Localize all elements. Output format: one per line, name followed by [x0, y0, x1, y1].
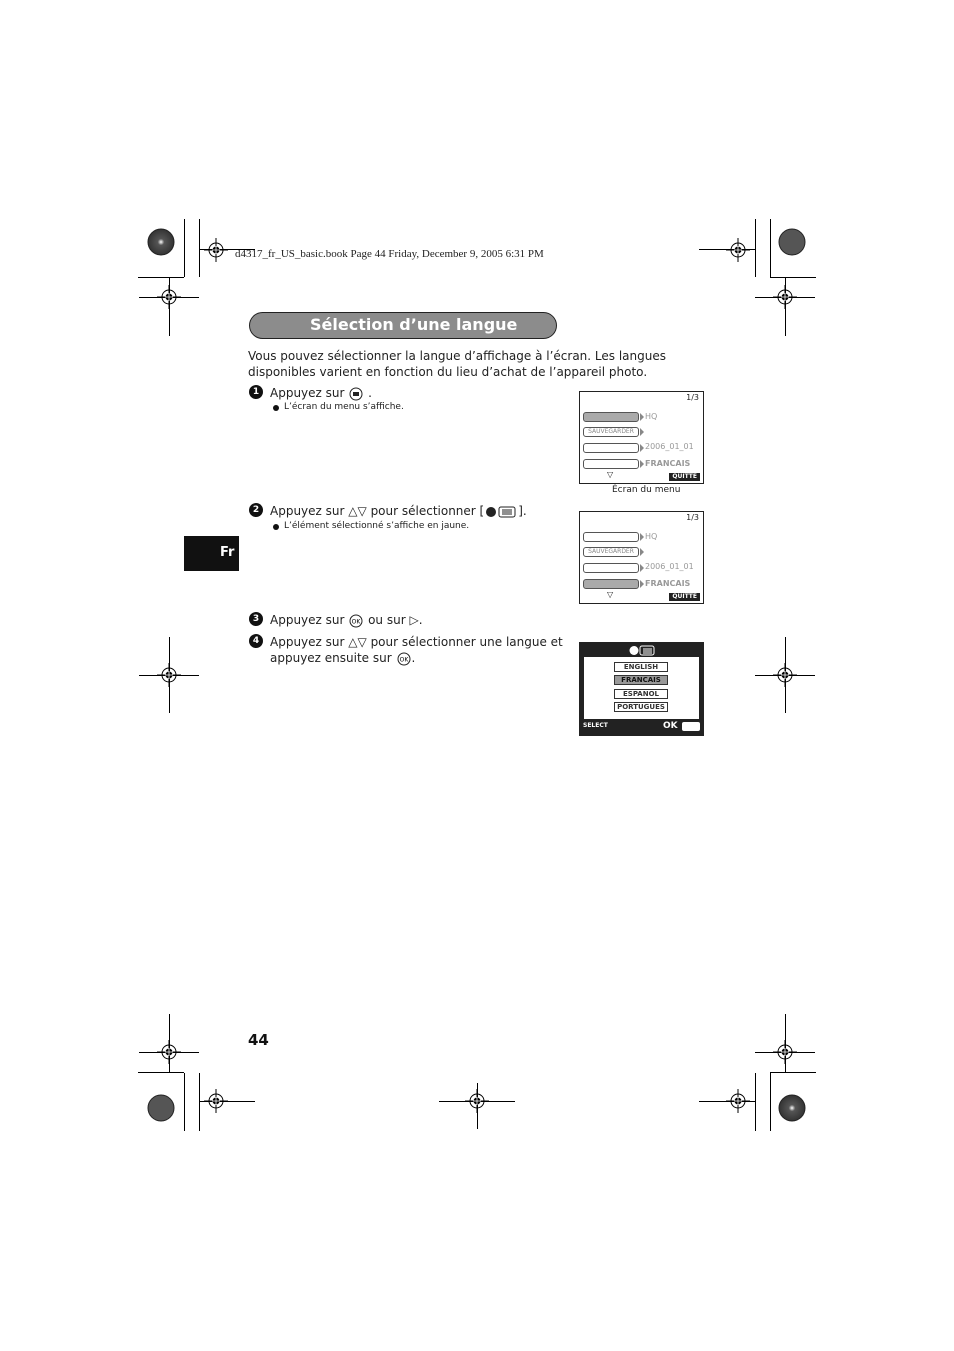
language-menu-item	[583, 459, 639, 469]
step-4-text-line-2	[270, 650, 415, 666]
page-indicator: 1/3	[686, 513, 699, 522]
language-option: ENGLISH	[614, 662, 668, 672]
step-number: 4	[249, 634, 263, 648]
svg-text:OK: OK	[351, 618, 361, 625]
language-menu-item-selected	[583, 579, 639, 589]
step-text: pour sélectionner une langue et	[370, 635, 563, 649]
step-number: 2	[249, 503, 263, 517]
step-4-text	[270, 634, 563, 650]
step-3-text	[270, 612, 423, 628]
save-menu-item: SAUVEGARDER	[583, 547, 639, 557]
ok-icon	[682, 722, 700, 731]
step-text: appuyez ensuite sur	[270, 651, 392, 665]
language-screen	[579, 642, 704, 736]
intro-paragraph: Vous pouvez sélectionner la langue d’affichage à l’écran. Les langues disponibles varient en fonction du lieu d’achat de l’appareil photo.	[248, 349, 666, 379]
menu-value: 2006_01_01	[645, 442, 694, 451]
step-1-text	[270, 385, 372, 401]
language-option-selected: FRANCAIS	[614, 675, 668, 685]
down-arrow-icon: ▽	[607, 590, 614, 599]
right-arrow-icon: ▷	[409, 613, 419, 627]
ok-button-icon	[396, 652, 412, 666]
quit-label: QUITTE	[669, 593, 700, 601]
step-2-text	[270, 503, 527, 519]
step-note: L’élément sélectionné s’affiche en jaune.	[284, 521, 470, 531]
language-icon	[484, 505, 518, 519]
arrow-right-icon	[640, 533, 644, 541]
step-text: Appuyez sur	[270, 635, 345, 649]
up-down-arrows-icon: △▽	[348, 504, 367, 518]
bullet-icon	[273, 524, 279, 530]
arrow-right-icon	[640, 444, 644, 452]
step-text: .	[411, 651, 416, 665]
arrow-right-icon	[640, 580, 644, 588]
arrow-right-icon	[640, 413, 644, 421]
side-tab-label: Fr	[220, 545, 235, 560]
step-text: ].	[518, 504, 527, 518]
language-icon	[628, 645, 656, 656]
step-text: Appuyez sur	[270, 613, 345, 627]
menu-value: FRANCAIS	[645, 459, 691, 468]
quality-menu-item	[583, 412, 639, 422]
menu-value: FRANCAIS	[645, 579, 691, 588]
arrow-right-icon	[640, 548, 644, 556]
language-option: PORTUGUES	[614, 702, 668, 712]
step-text: Appuyez sur	[270, 386, 345, 400]
arrow-right-icon	[640, 564, 644, 572]
up-down-arrows-icon: △▽	[348, 635, 367, 649]
step-text: Appuyez sur	[270, 504, 345, 518]
screen-caption: Écran du menu	[612, 485, 681, 495]
step-number: 1	[249, 385, 263, 399]
save-menu-item: SAUVEGARDER	[583, 427, 639, 437]
step-text: .	[418, 613, 423, 627]
menu-screen-2	[579, 511, 704, 604]
menu-value: HQ	[645, 532, 658, 541]
step-text: ou sur	[368, 613, 406, 627]
ok-label: OK	[663, 721, 678, 731]
menu-value: 2006_01_01	[645, 562, 694, 571]
quality-menu-item	[583, 532, 639, 542]
step-number: 3	[249, 612, 263, 626]
quit-label: QUITTE	[669, 473, 700, 481]
file-info-line: d4317_fr_US_basic.book Page 44 Friday, December 9, 2005 6:31 PM	[235, 248, 544, 260]
step-note: L’écran du menu s’affiche.	[284, 402, 404, 412]
page-indicator: 1/3	[686, 393, 699, 402]
bullet-icon	[273, 405, 279, 411]
step-text: .	[368, 386, 372, 400]
down-arrow-icon: ▽	[607, 470, 614, 479]
menu-button-icon	[348, 387, 364, 401]
arrow-right-icon	[640, 428, 644, 436]
arrow-right-icon	[640, 460, 644, 468]
language-option: ESPAÑOL	[614, 689, 668, 699]
select-label: SELECT	[583, 722, 608, 729]
menu-value: HQ	[645, 412, 658, 421]
ok-button-icon	[348, 614, 364, 628]
clock-menu-item	[583, 443, 639, 453]
svg-text:OK: OK	[399, 656, 408, 663]
clock-menu-item	[583, 563, 639, 573]
step-text: pour sélectionner [	[370, 504, 485, 518]
page-number: 44	[248, 1031, 269, 1049]
menu-screen-1	[579, 391, 704, 484]
section-title: Sélection d’une langue	[310, 315, 518, 334]
